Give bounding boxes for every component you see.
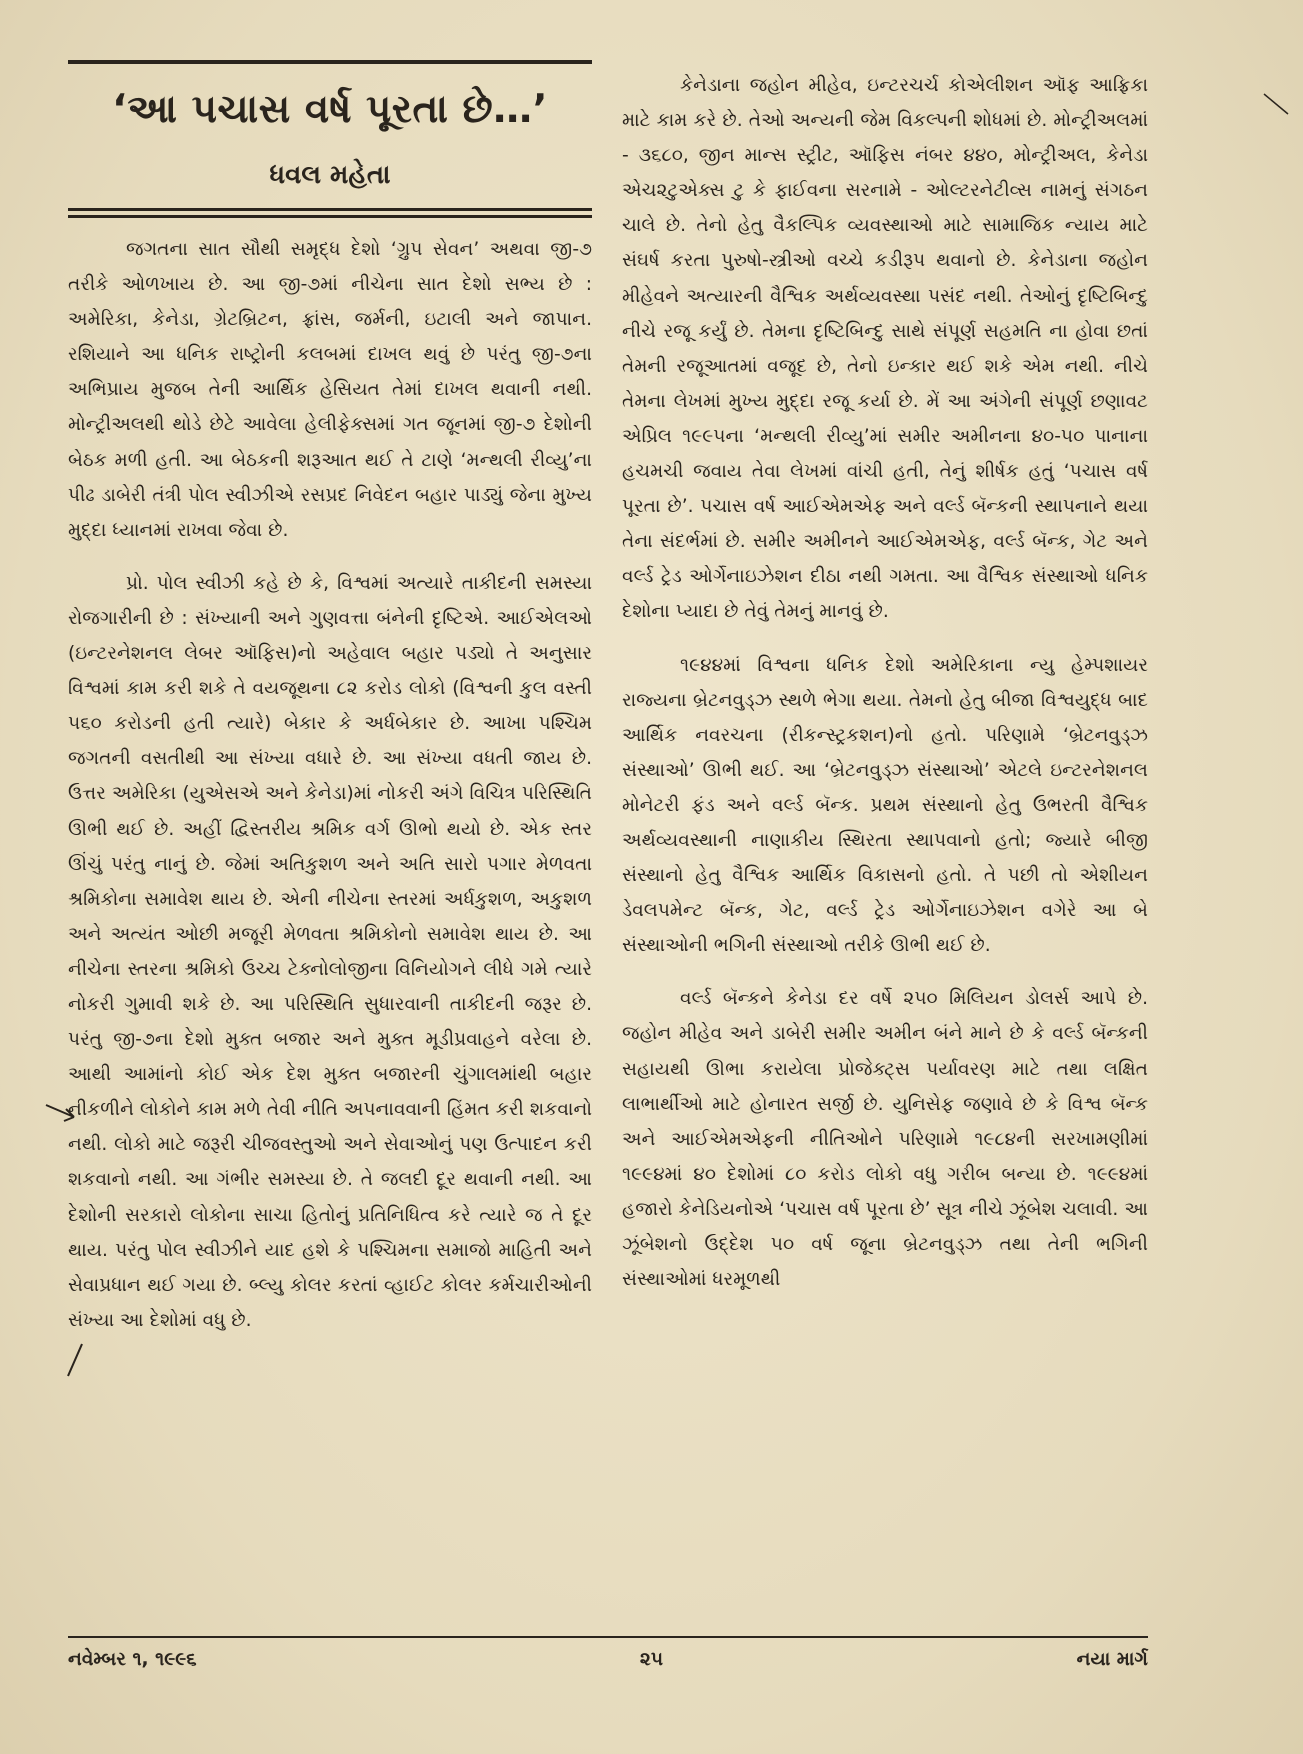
paragraph: જગતના સાત સૌથી સમૃદ્ધ દેશો ‘ગ્રુપ સેવન’ અથવા જી-૭ તરીકે ઓળખાય છે. આ જી-૭માં નીચેના સાત દેશો સભ્ય છે : અમેરિકા, કેનેડા, ગ્રેટબ્રિટન, ફ્રાંસ, જર્મની, ઇટાલી અને જાપાન. રશિયાને આ ધનિક રાષ્ટ્રોની કલબમાં દાખલ થવું છે પરંતુ જી-૭ના અભિપ્રાય મુજબ તેની આર્થિક હેસિયત તેમાં દાખલ થવાની નથી. મોન્ટ્રીઅલથી થોડે છેટે આવેલા હેલીફેક્સમાં ગત જૂનમાં જી-૭ દેશોની બેઠક મળી હતી. આ બેઠકની શરૂઆત થઈ તે ટાણે ‘મન્થલી રીવ્યુ’ના પીઢ ડાબેરી તંત્રી પોલ સ્વીઝીએ રસપ્રદ નિવેદન બહાર પાડ્યું જેના મુખ્ય મુદ્દા ધ્યાનમાં રાખવા જેવા છે. xyxy=(68,239,592,541)
title-top-rule xyxy=(68,60,592,64)
pen-stroke-mark-icon xyxy=(1262,90,1292,120)
footer-publication: નયા માર્ગ xyxy=(1076,1649,1148,1670)
footer-page-number: ૨૫ xyxy=(639,1649,664,1670)
paragraph: ૧૯૪૪માં વિશ્વના ધનિક દેશો અમેરિકાના ન્યુ હેમ્પશાયર રાજ્યના બ્રેટનવુડ્ઝ સ્થળે ભેગા થયા. તેમનો હેતુ બીજા વિશ્વયુદ્ધ બાદ આર્થિક નવરચના (રીકન્સ્ટ્રકશન)નો હતો. પરિણામે ‘બ્રેટનવુડ્ઝ સંસ્થાઓ’ ઊભી થઈ. આ ‘બ્રેટનવુડ્ઝ સંસ્થાઓ’ એટલે ઇન્ટરનેશનલ મોનેટરી ફંડ અને વર્લ્ડ બૅન્ક. પ્રથમ સંસ્થાનો હેતુ ઉભરતી વૈશ્વિક અર્થવ્યવસ્થાની નાણાકીય સ્થિરતા સ્થાપવાનો હતો; જ્યારે બીજી સંસ્થાનો હેતુ વૈશ્વિક આર્થિક વિકાસનો હતો. તે પછી તો એશીયન ડેવલપમેન્ટ બૅન્ક, ગેટ, વર્લ્ડ ટ્રેડ ઓર્ગેનાઇઝેશન વગેરે આ બે સંસ્થાઓની ભગિની સંસ્થાઓ તરીકે ઊભી થઈ છે. xyxy=(622,654,1148,957)
footer-rule xyxy=(68,1636,1148,1638)
title-bottom-double-rule xyxy=(68,208,592,218)
paragraph: પ્રો. પોલ સ્વીઝી કહે છે કે, વિશ્વમાં અત્યારે તાકીદની સમસ્યા રોજગારીની છે : સંખ્યાની અને ગુણવત્તા બંનેની દૃષ્ટિએ. આઈએલઓ (ઇન્ટરનેશનલ લેબર ઑફિસ)નો અહેવાલ બહાર પડ્યો તે અનુસાર વિશ્વમાં કામ કરી શકે તે વયજૂથના ૮૨ કરોડ લોકો (વિશ્વની કુલ વસ્તી ૫૬૦ કરોડની હતી ત્યારે) બેકાર કે અર્ધબેકાર છે. આખા પશ્ચિમ જગતની વસતીથી આ સંખ્યા વધારે છે. આ સંખ્યા વધતી જાય છે. ઉત્તર અમેરિકા (યુએસએ અને કેનેડા)માં નોકરી અંગે વિચિત્ર પરિસ્થિતિ ઊભી થઈ છે. અહીં દ્વિસ્તરીય શ્રમિક વર્ગ ઊભો થયો છે. એક સ્તર ઊંચું પરંતુ નાનું છે. જેમાં અતિકુશળ અને અતિ સારો પગાર મેળવતા શ્રમિકોના સમાવેશ થાય છે. એની નીચેના સ્તરમાં અર્ધકુશળ, અકુશળ અને અત્યંત ઓછી મજૂરી મેળવતા શ્રમિકોનો સમાવેશ થાય છે. આ નીચેના સ્તરના શ્રમિકો ઉચ્ચ ટેક્નોલોજીના વિનિયોગને લીધે ગમે ત્યારે નોકરી ગુમાવી શકે છે. આ પરિસ્થિતિ સુધારવાની તાકીદની જરૂર છે. પરંતુ જી-૭ના દેશો મુક્ત બજાર અને મુક્ત મૂડીપ્રવાહને વરેલા છે. આથી આમાંનો કોઈ એક દેશ મુક્ત બજારની ચુંગાલમાંથી બહાર નીકળીને લોકોને કામ મળે તેવી નીતિ અપનાવવાની હિંમત કરી શકવાનો નથી. લોકો માટે જરૂરી ચીજવસ્તુઓ અને સેવાઓનું પણ ઉત્પાદન કરી શકવાનો નથી. આ ગંભીર સમસ્યા છે. તે જલદી દૂર થવાની નથી. આ દેશોની સરકારો લોકોના સાચા હિતોનું પ્રતિનિધિત્વ કરે ત્યારે જ તે દૂર થાય. પરંતુ પોલ સ્વીઝીને યાદ હશે કે પશ્ચિમના સમાજો માહિતી અને સેવાપ્રધાન થઈ ગયા છે. બ્લ્યુ કોલર કરતાં વ્હાઈટ કોલર કર્મચારીઓની સંખ્યા આ દેશોમાં વધુ છે. xyxy=(68,572,592,1331)
paragraph: કેનેડાના જહોન મીહેવ, ઇન્ટરચર્ચ કોએલીશન ઑફ આફ્રિકા માટે કામ કરે છે. તેઓ અન્યની જેમ વિકલ્પની શોધમાં છે. મોન્ટ્રીઅલમાં - ૩૬૮૦, જીન માન્સ સ્ટ્રીટ, ઑફિસ નંબર ૪૪૦, મોન્ટ્રીઅલ, કેનેડા એચ૨ટુએક્સ ટુ કે ફાઈવના સરનામે - ઓલ્ટરનેટીવ્સ નામનું સંગઠન ચાલે છે. તેનો હેતુ વૈકલ્પિક વ્યવસ્થાઓ માટે સામાજિક ન્યાય માટે સંઘર્ષ કરતા પુરુષો-સ્ત્રીઓ વચ્ચે કડીરૂપ થવાનો છે. કેનેડાના જહોન મીહેવને અત્યારની વૈશ્વિક અર્થવ્યવસ્થા પસંદ નથી. તેઓનું દૃષ્ટિબિન્દુ નીચે રજૂ કર્યું છે. તેમના દૃષ્ટિબિન્દુ સાથે સંપૂર્ણ સહમતિ ના હોવા છતાં તેમની રજૂઆતમાં વજૂદ છે, તેનો ઇન્કાર થઈ શકે એમ નથી. નીચે તેમના લેખમાં મુખ્ય મુદ્દા રજૂ કર્યા છે. મેં આ અંગેની સંપૂર્ણ છણાવટ એપ્રિલ ૧૯૯૫ના ‘મન્થલી રીવ્યુ’માં સમીર અમીનના ૪૦-૫૦ પાનાના હચમચી જવાય તેવા લેખમાં વાંચી હતી, તેનું શીર્ષક હતું ‘પચાસ વર્ષ પૂરતા છે’. પચાસ વર્ષ આઈએમએફ અને વર્લ્ડ બૅન્કની સ્થાપનાને થયા તેના સંદર્ભમાં છે. સમીર અમીનને આઈએમએફ, વર્લ્ડ બૅન્ક, ગેટ અને વર્લ્ડ ટ્રેડ ઓર્ગેનાઇઝેશન દીઠા નથી ગમતા. આ વૈશ્વિક સંસ્થાઓ ધનિક દેશોના પ્યાદા છે તેવું તેમનું માનવું છે. xyxy=(622,75,1148,623)
pen-arrow-mark-icon xyxy=(44,1095,84,1129)
paragraph: વર્લ્ડ બૅન્કને કેનેડા દર વર્ષે ૨૫૦ મિલિયન ડોલર્સ આપે છે. જહોન મીહેવ અને ડાબેરી સમીર અમીન બંને માને છે કે વર્લ્ડ બૅન્કની સહાયથી ઊભા કરાયેલા પ્રોજેક્ટ્સ પર્યાવરણ માટે તથા લક્ષિત લાભાર્થીઓ માટે હોનારત સર્જી છે. યુનિસેફ જણાવે છે કે વિશ્વ બૅન્ક અને આઈએમએફની નીતિઓને પરિણામે ૧૯૮૪ની સરખામણીમાં ૧૯૯૪માં ૪૦ દેશોમાં ૮૦ કરોડ લોકો વધુ ગરીબ બન્યા છે. ૧૯૯૪માં હજારો કેનેડિયનોએ ‘પચાસ વર્ષ પૂરતા છે’ સૂત્ર નીચે ઝૂંબેશ ચલાવી. આ ઝૂંબેશનો ઉદ્દેશ ૫૦ વર્ષ જૂના બ્રેટનવુડ્ઝ તથા તેની ભગિની સંસ્થાઓમાં ધરમૂળથી xyxy=(622,988,1149,1291)
article-author: ધવલ મહેતા xyxy=(269,160,391,190)
pen-tick-mark-icon xyxy=(60,1340,90,1380)
left-column xyxy=(68,60,592,1338)
article-title: ‘આ પચાસ વર્ષ પૂરતા છે…’ xyxy=(112,87,548,132)
footer-date: નવેમ્બર ૧, ૧૯૯૬ xyxy=(68,1649,197,1670)
right-column xyxy=(622,68,1148,1297)
